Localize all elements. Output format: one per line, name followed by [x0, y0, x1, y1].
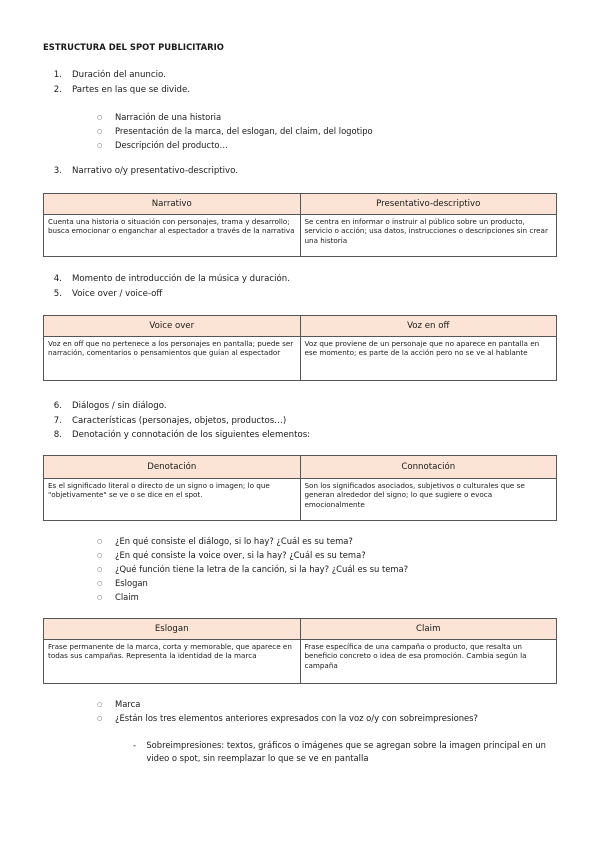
bullet-icon: ○ [97, 551, 103, 559]
table-cell: Es el significado literal o directo de un signo o imagen; lo que "objetivamente" se ve o se dice en el spot. [44, 479, 301, 521]
bullet-icon: ○ [97, 141, 103, 149]
numbered-list-2 [43, 164, 238, 179]
bullet-icon: ○ [97, 700, 103, 708]
list-item: 4. Momento de introducción de la música y duración. [53, 274, 290, 285]
list-item: ○ ¿Están los tres elementos anteriores expresados con la voz o/y con sobreimpresiones? [97, 713, 478, 723]
bullet-icon: ○ [97, 593, 103, 601]
table-header: Connotación [300, 456, 557, 479]
list-item: ○ Claim [97, 592, 139, 602]
table-cell: Se centra en informar o instruir al público sobre un producto, servicio o acción; usa datos, instrucciones o descripciones sin crear una historia [300, 215, 557, 257]
table-header: Claim [300, 619, 557, 640]
dash-text: Sobreimpresiones: textos, gráficos o imágenes que se agregan sobre la imagen principal en un video o spot, sin reemplazar lo que se ve en pantalla [146, 740, 546, 763]
bullet-list-3 [97, 697, 478, 725]
numbered-list-1 [43, 68, 190, 97]
bullet-list-1 [97, 110, 373, 152]
bullet-icon: ○ [97, 127, 103, 135]
table-cell: Voz que proviene de un personaje que no aparece en pantalla en ese momento; es parte de la acción pero no se ve al hablante [300, 337, 557, 381]
list-item: ○ Narración de una historia [97, 112, 222, 122]
list-item: ○ Descripción del producto… [97, 140, 228, 150]
bullet-list-2 [97, 534, 408, 604]
table-header: Narrativo [44, 194, 301, 215]
list-item: ○ Presentación de la marca, del eslogan, del claim, del logotipo [97, 126, 373, 136]
table-eslogan [43, 618, 557, 684]
table-header: Denotación [44, 456, 301, 479]
bullet-icon: ○ [97, 565, 103, 573]
list-item: 2. Partes en las que se divide. [53, 84, 190, 95]
table-narrativo [43, 193, 557, 257]
list-item: 3. Narrativo o/y presentativo-descriptivo. [53, 166, 238, 177]
table-header: Presentativo-descriptivo [300, 194, 557, 215]
list-item: ○ ¿En qué consiste el diálogo, si lo hay? ¿Cuál es su tema? [97, 536, 353, 546]
table-cell: Voz en off que no pertenece a los personajes en pantalla; puede ser narración, comentarios o pensamientos que guían al espectador [44, 337, 301, 381]
list-item: 5. Voice over / voice-off [53, 288, 163, 299]
table-cell: Cuenta una historia o situación con personajes, trama y desarrollo; busca emocionar o enganchar al espectador a través de la narrativa [44, 215, 301, 257]
list-item: 1. Duración del anuncio. [53, 70, 166, 81]
dash-marker: - [133, 740, 137, 750]
table-voice [43, 315, 557, 381]
list-item: ○ Marca [97, 699, 141, 709]
bullet-icon: ○ [97, 537, 103, 545]
table-header: Eslogan [44, 619, 301, 640]
numbered-list-3 [43, 272, 290, 301]
document-title: ESTRUCTURA DEL SPOT PUBLICITARIO [43, 42, 224, 52]
list-item: 8. Denotación y connotación de los siguientes elementos: [53, 430, 311, 441]
table-denotacion [43, 455, 557, 521]
list-item: 6. Diálogos / sin diálogo. [53, 401, 167, 412]
list-item: ○ Eslogan [97, 578, 148, 588]
numbered-list-4 [43, 399, 310, 443]
table-header: Voice over [44, 316, 301, 337]
table-header: Voz en off [300, 316, 557, 337]
bullet-icon: ○ [97, 113, 103, 121]
bullet-icon: ○ [97, 714, 103, 722]
table-cell: Frase permanente de la marca, corta y memorable, que aparece en todas sus campañas. Representa la identidad de la marca [44, 640, 301, 684]
list-item: ○ ¿Qué función tiene la letra de la canción, si la hay? ¿Cuál es su tema? [97, 564, 409, 574]
list-item: ○ ¿En qué consiste la voice over, si la hay? ¿Cuál es su tema? [97, 550, 366, 560]
bullet-icon: ○ [97, 579, 103, 587]
dash-list-item [133, 739, 563, 765]
list-item: 7. Características (personajes, objetos, productos…) [53, 415, 287, 426]
table-cell: Frase específica de una campaña o producto, que resalta un beneficio concreto o idea de esa promoción. Cambia según la campaña [300, 640, 557, 684]
table-cell: Son los significados asociados, subjetivos o culturales que se generan alrededor del signo; lo que sugiere o evoca emocionalmente [300, 479, 557, 521]
